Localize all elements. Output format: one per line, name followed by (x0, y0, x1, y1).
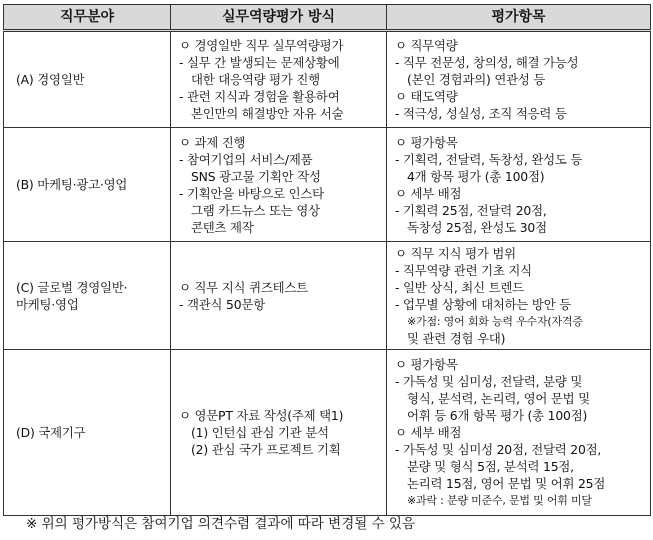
method-line: SNS 광고물 기획안 작성 (191, 168, 321, 184)
field-cell (4, 242, 171, 350)
items-line: - 가독성 및 심미성 20점, 전달력 20점, (395, 442, 602, 457)
items-line: - 가독성 및 심미성, 전달력, 분량 및 (395, 374, 583, 389)
method-line: 대한 대응역량 평가 진행 (191, 72, 320, 87)
method-line: 그램 카드뉴스 또는 영상 (191, 202, 320, 218)
table-header-row (4, 5, 651, 31)
items-line: (본인 경험과의) 연관성 등 (407, 72, 546, 87)
items-line: - 일반 상식, 최신 트렌드 (395, 279, 524, 295)
items-line: ※과락 : 분량 미준수, 문법 및 어휘 미달 (407, 494, 592, 507)
method-cell (171, 242, 387, 350)
items-cell (387, 128, 651, 242)
method-cell (171, 31, 387, 128)
items-line: 논리력 15점, 영어 문법 및 어휘 25점 (407, 476, 606, 491)
items-line: 어휘 등 6개 항목 평가 (총 100점) (407, 408, 588, 423)
method-cell (171, 350, 387, 516)
method-line: - 참여기업의 서비스/제품 (179, 151, 313, 167)
items-cell (387, 31, 651, 128)
table-row (4, 350, 651, 516)
method-line: (1) 인턴십 관심 기관 분석 (191, 425, 329, 440)
items-line: - 직무 전문성, 창의성, 해결 가능성 (395, 55, 579, 70)
field-line: (D) 국제기구 (16, 425, 86, 440)
field-line: (A) 경영일반 (16, 72, 85, 87)
method-line: - 객관식 50문항 (179, 296, 265, 312)
method-line: - 기획안을 바탕으로 인스타 (179, 185, 324, 201)
method-cell (171, 128, 387, 242)
items-line: ※가점: 영어 회화 능력 우수자(자격증 (407, 314, 583, 328)
items-cell (387, 350, 651, 516)
items-line: ㅇ 세부 배점 (395, 425, 462, 440)
items-line: ㅇ 세부 배점 (395, 185, 462, 201)
items-line: 및 관련 경험 우대) (407, 330, 506, 346)
items-line: ㅇ 직무 지식 평가 범위 (395, 245, 516, 261)
method-line: ㅇ 경영일반 직무 실무역량평가 (179, 38, 344, 53)
header-items: 평가항목 (387, 5, 651, 31)
items-cell (387, 242, 651, 350)
items-line: ㅇ 평가항목 (395, 357, 458, 372)
footnote: ※ 위의 평가방식은 참여기업 의견수렴 결과에 따라 변경될 수 있음 (26, 516, 415, 532)
items-line: - 기획력 25점, 전달력 20점, (395, 202, 547, 218)
field-line: (B) 마케팅·광고·영업 (16, 177, 128, 192)
method-line: ㅇ 과제 진행 (179, 134, 246, 150)
field-cell (4, 350, 171, 516)
method-line: - 실무 간 발생되는 문제상황에 (179, 55, 340, 70)
items-line: ㅇ 태도역량 (395, 89, 458, 104)
method-line: 본인만의 해결방안 자유 서술 (191, 106, 344, 121)
items-line: - 기획력, 전달력, 독창성, 완성도 등 (395, 151, 583, 167)
method-line: 콘텐츠 제작 (191, 219, 254, 235)
table-row (4, 128, 651, 242)
method-line: (2) 관심 국가 프로젝트 기획 (191, 442, 341, 457)
items-line: - 직무역량 관련 기초 지식 (395, 262, 532, 278)
field-cell (4, 31, 171, 128)
field-cell (4, 128, 171, 242)
method-line: - 관련 지식과 경험을 활용하여 (179, 89, 340, 104)
items-line: 분량 및 형식 5점, 분석력 15점, (407, 459, 574, 474)
method-line: ㅇ 영문PT 자료 작성(주제 택1) (179, 408, 344, 423)
header-field: 직무분야 (4, 5, 171, 31)
header-method: 실무역량평가 방식 (171, 5, 387, 31)
items-line: 형식, 분석력, 논리력, 영어 문법 및 (407, 391, 590, 406)
items-line: - 적극성, 성실성, 조직 적응력 등 (395, 106, 567, 121)
field-line: (C) 글로벌 경영일반· (16, 279, 128, 295)
evaluation-table (3, 4, 651, 516)
method-line: ㅇ 직무 지식 퀴즈테스트 (179, 279, 308, 295)
items-line: ㅇ 평가항목 (395, 134, 458, 150)
field-line: 마케팅·영업 (16, 296, 79, 312)
items-line: 독창성 25점, 완성도 30점 (407, 219, 547, 235)
table-row (4, 242, 651, 350)
items-line: 4개 항목 평가 (총 100점) (407, 168, 545, 184)
items-line: ㅇ 직무역량 (395, 38, 458, 53)
items-line: - 업무별 상황에 대처하는 방안 등 (395, 296, 571, 312)
table-row (4, 31, 651, 128)
